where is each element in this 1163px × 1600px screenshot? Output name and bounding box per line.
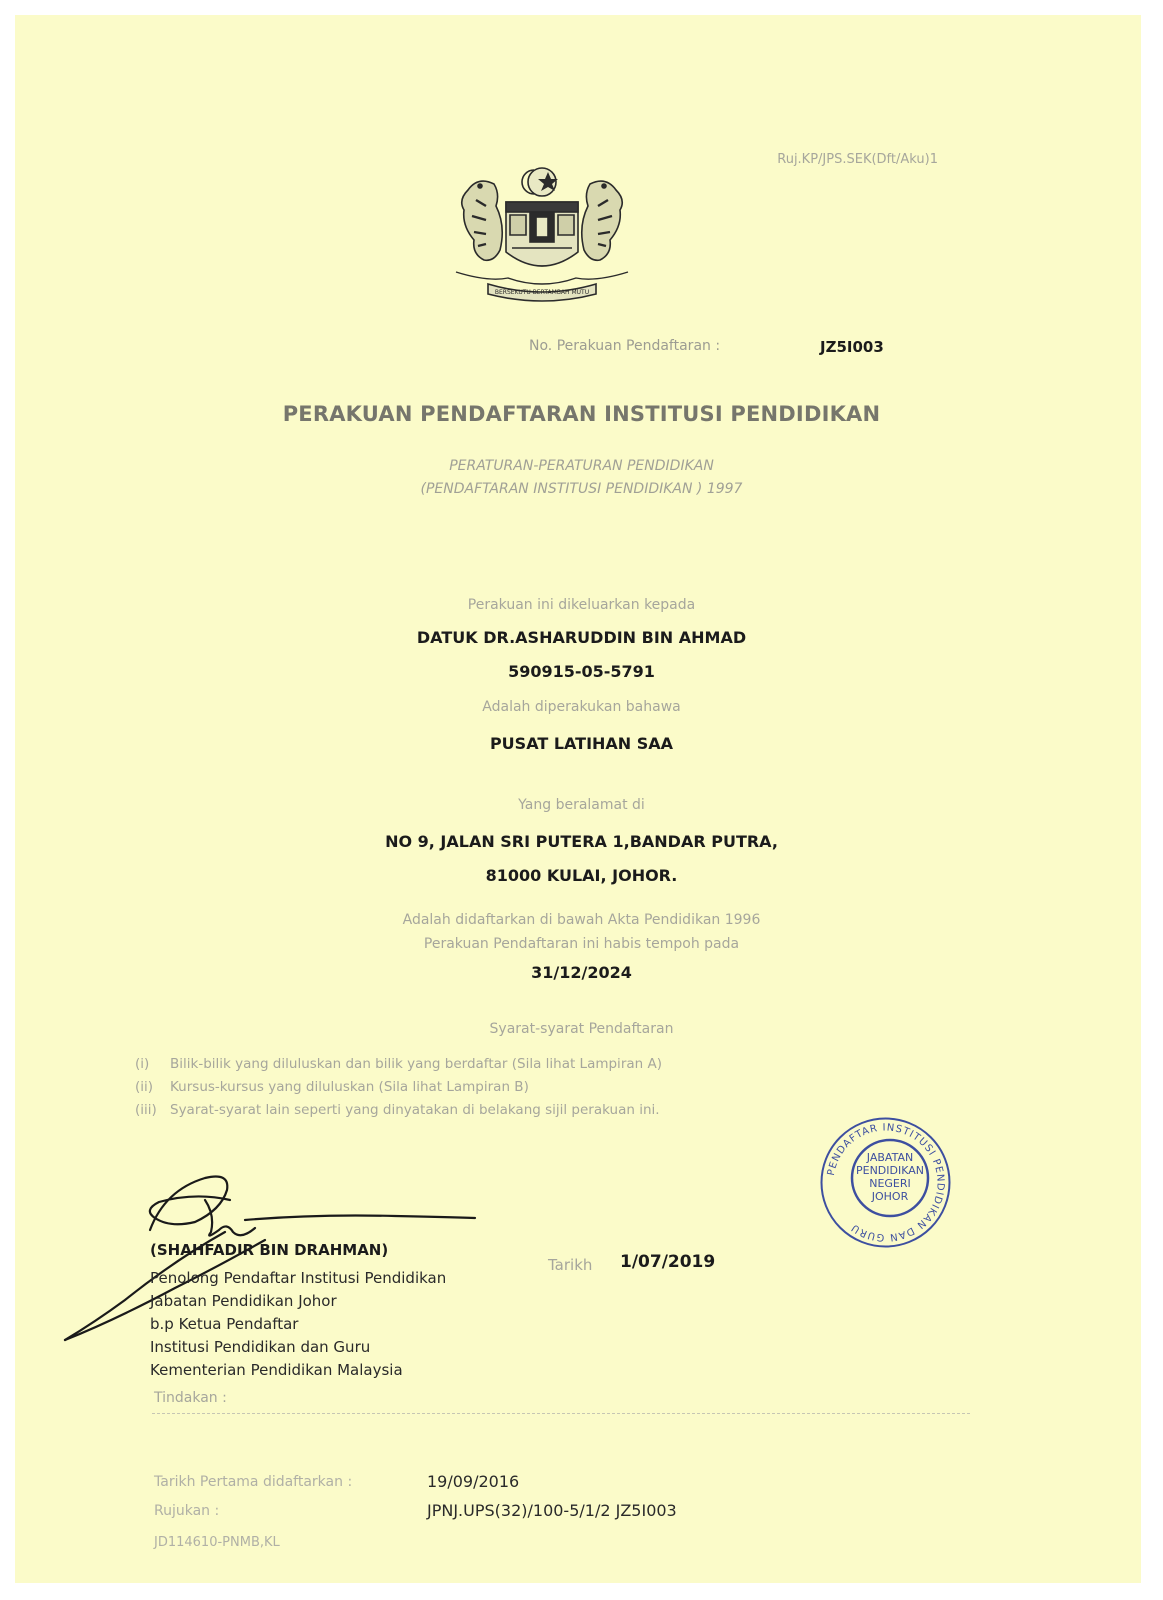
signatory-title-1: Penolong Pendaftar Institusi Pendidikan	[150, 1269, 447, 1287]
condition-item: (ii) Kursus-kursus yang diluluskan (Sila lihat Lampiran B)	[135, 1079, 529, 1095]
svg-text:BERSEKUTU BERTAMBAH MUTU: BERSEKUTU BERTAMBAH MUTU	[494, 289, 590, 296]
official-stamp	[818, 1115, 953, 1250]
coat-of-arms-icon	[448, 160, 636, 305]
signatory-title-4: Institusi Pendidikan dan Guru	[150, 1338, 371, 1356]
conditions-heading: Syarat-syarat Pendaftaran	[489, 1021, 674, 1037]
signatory-title-5: Kementerian Pendidikan Malaysia	[150, 1361, 403, 1379]
address-line-1: NO 9, JALAN SRI PUTERA 1,BANDAR PUTRA,	[385, 832, 778, 851]
reference-value: JPNJ.UPS(32)/100-5/1/2 JZ5I003	[427, 1501, 677, 1520]
regulation-line-1: PERATURAN-PERATURAN PENDIDIKAN	[449, 458, 714, 474]
cert-number: JZ5I003	[820, 338, 884, 356]
divider	[152, 1413, 970, 1414]
reference-number: Ruj.KP/JPS.SEK(Dft/Aku)1	[777, 152, 938, 167]
form-code: JD114610-PNMB,KL	[154, 1535, 280, 1550]
svg-text:PENDIDIKAN: PENDIDIKAN	[855, 1164, 925, 1177]
date-value: 1/07/2019	[620, 1252, 716, 1272]
address-line-2: 81000 KULAI, JOHOR.	[485, 866, 678, 885]
svg-text:JABATAN: JABATAN	[866, 1151, 914, 1164]
signatory-name: (SHAHFADIR BIN DRAHMAN)	[150, 1241, 389, 1259]
reference-label: Rujukan :	[154, 1503, 220, 1519]
regulation-line-2: (PENDAFTARAN INSTITUSI PENDIDIKAN ) 1997	[420, 481, 743, 497]
act-line: Adalah didaftarkan di bawah Akta Pendidikan 1996	[402, 912, 761, 928]
certificate-title: PERAKUAN PENDAFTARAN INSTITUSI PENDIDIKAN	[282, 402, 881, 426]
address-label: Yang beralamat di	[518, 797, 645, 813]
condition-item: (iii) Syarat-syarat lain seperti yang dinyatakan di belakang sijil perakuan ini.	[135, 1102, 660, 1118]
condition-item: (i) Bilik-bilik yang diluluskan dan bilik yang berdaftar (Sila lihat Lampiran A)	[135, 1056, 662, 1072]
holder-name: DATUK DR.ASHARUDDIN BIN AHMAD	[416, 628, 747, 647]
action-label: Tindakan :	[154, 1390, 227, 1406]
date-label: Tarikh	[548, 1256, 593, 1274]
certified-label: Adalah diperakukan bahawa	[482, 699, 681, 715]
first-registered-value: 19/09/2016	[427, 1472, 520, 1491]
expiry-label: Perakuan Pendaftaran ini habis tempoh pada	[423, 936, 740, 952]
svg-text:JOHOR: JOHOR	[871, 1190, 909, 1203]
svg-text:PENDAFTAR INSTITUSI PENDIDIKAN: PENDAFTAR INSTITUSI PENDIDIKAN DAN GURU	[825, 1122, 946, 1243]
signatory-title-2: Jabatan Pendidikan Johor	[150, 1292, 337, 1310]
issued-to-label: Perakuan ini dikeluarkan kepada	[467, 597, 696, 613]
institution-name: PUSAT LATIHAN SAA	[489, 734, 674, 753]
signatory-title-3: b.p Ketua Pendaftar	[150, 1315, 299, 1333]
svg-text:NEGERI: NEGERI	[869, 1177, 911, 1190]
holder-id: 590915-05-5791	[508, 662, 655, 681]
first-registered-label: Tarikh Pertama didaftarkan :	[154, 1474, 353, 1490]
cert-number-label: No. Perakuan Pendaftaran :	[529, 338, 721, 354]
expiry-date: 31/12/2024	[531, 963, 632, 982]
